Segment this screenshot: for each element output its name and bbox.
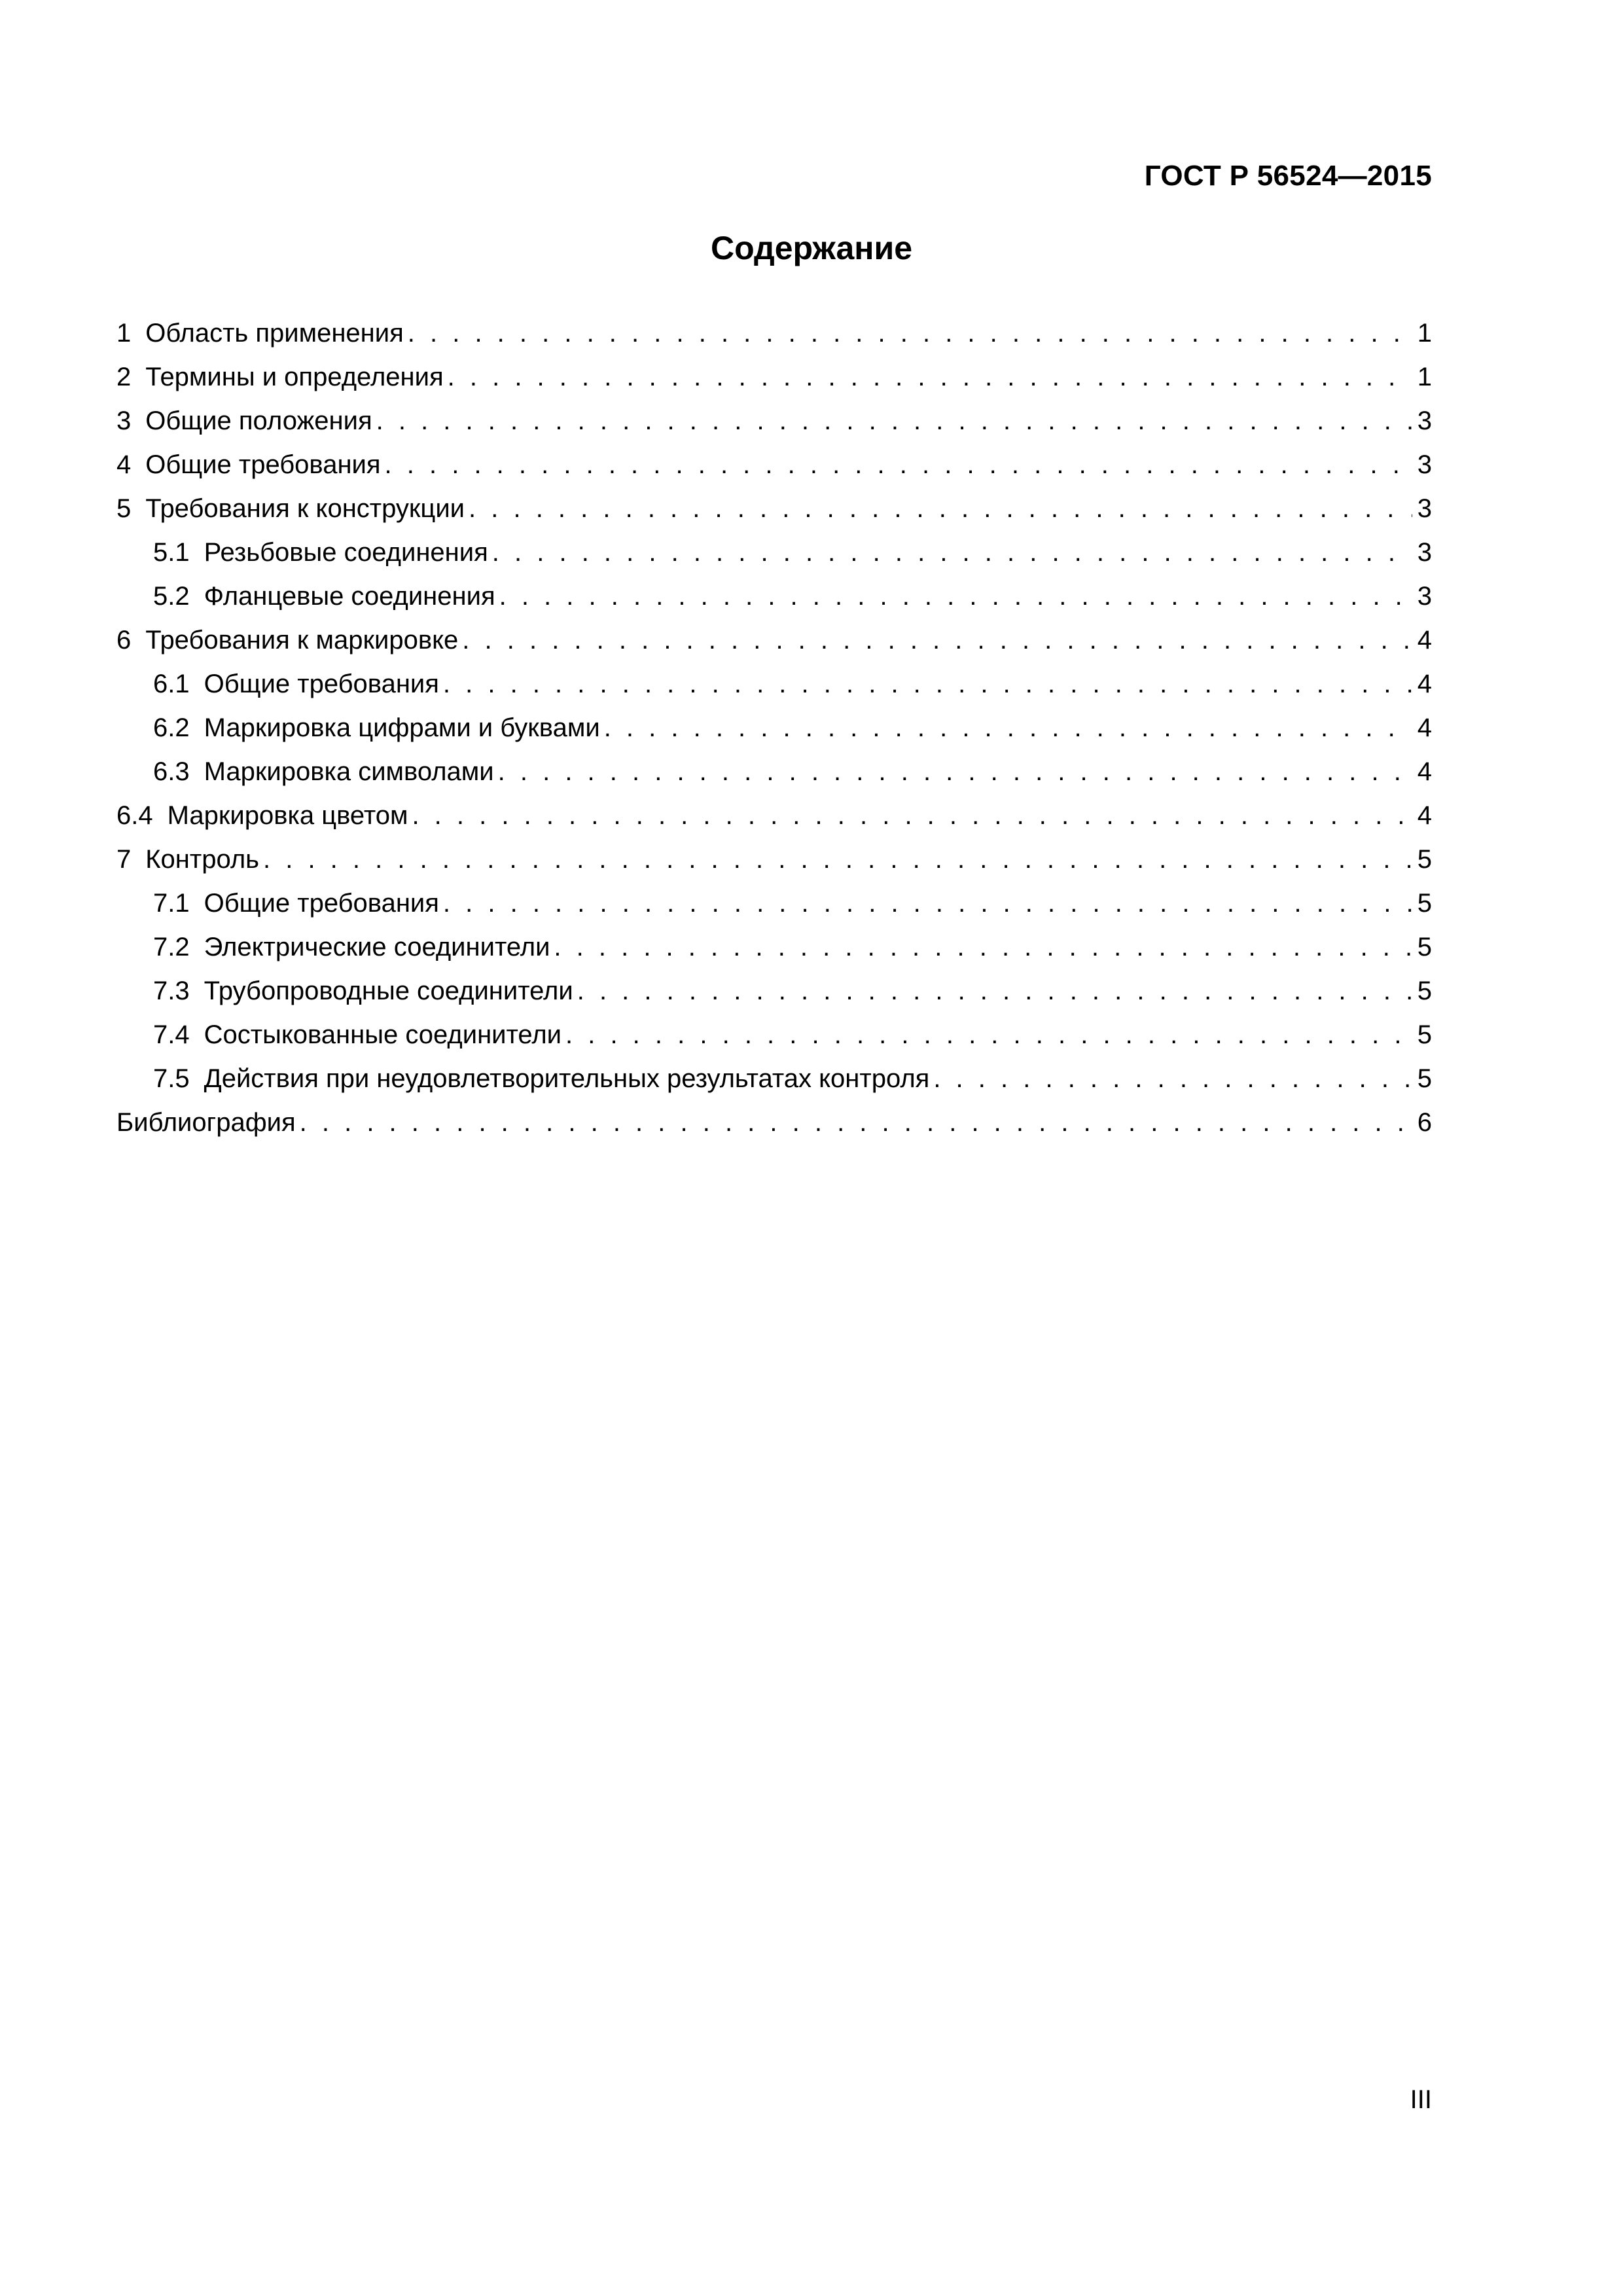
toc-number: 6.1 <box>153 670 190 698</box>
toc-page: 4 <box>1417 626 1432 655</box>
toc-number: 7.1 <box>153 889 190 918</box>
toc-row[interactable] <box>116 355 1432 399</box>
toc-number: 6.3 <box>153 757 190 786</box>
toc-row[interactable] <box>116 575 1432 619</box>
toc-text: Библиография <box>116 1108 296 1137</box>
toc-leader <box>565 1013 1412 1057</box>
toc-page: 4 <box>1417 713 1432 742</box>
toc-page: 3 <box>1417 582 1432 611</box>
toc-number: 4 <box>116 450 132 479</box>
toc-leader <box>604 706 1412 750</box>
toc-page: 5 <box>1417 889 1432 918</box>
toc-title: Содержание <box>710 230 913 266</box>
toc-text: Общие требования <box>145 450 381 479</box>
toc-row[interactable] <box>116 925 1432 969</box>
toc-page: 3 <box>1417 494 1432 523</box>
toc-leader <box>554 925 1412 969</box>
toc-page: 4 <box>1417 670 1432 698</box>
toc-number: 1 <box>116 319 132 348</box>
page-number: III <box>1410 2085 1432 2114</box>
toc-leader <box>492 531 1412 575</box>
toc-text: Действия при неудовлетворительных результатах контроля <box>204 1064 930 1093</box>
toc-leader <box>408 312 1412 355</box>
toc-leader <box>443 882 1412 925</box>
toc-row[interactable] <box>116 838 1432 882</box>
toc-number: 6.2 <box>153 713 190 742</box>
toc-number: 7 <box>116 845 132 874</box>
toc-number: 7.4 <box>153 1020 190 1049</box>
toc-page: 4 <box>1417 801 1432 830</box>
toc-leader <box>448 355 1412 399</box>
toc-page: 5 <box>1417 1064 1432 1093</box>
toc-page: 3 <box>1417 406 1432 435</box>
toc-text: Термины и определения <box>145 363 444 391</box>
toc-leader <box>499 575 1412 619</box>
toc-row[interactable] <box>116 882 1432 925</box>
document-code: ГОСТ Р 56524—2015 <box>1144 160 1432 192</box>
toc-number: 2 <box>116 363 132 391</box>
toc-text: Требования к конструкции <box>145 494 465 523</box>
toc-row[interactable] <box>116 750 1432 794</box>
toc-row[interactable] <box>116 312 1432 355</box>
toc-text: Фланцевые соединения <box>204 582 495 611</box>
toc-row[interactable] <box>116 1013 1432 1057</box>
toc-text: Электрические соединители <box>204 933 550 961</box>
toc-text: Маркировка цветом <box>167 801 408 830</box>
toc-leader <box>263 838 1412 882</box>
toc-leader <box>469 487 1412 531</box>
toc-page: 5 <box>1417 977 1432 1005</box>
toc-leader <box>412 794 1412 838</box>
toc-number: 6 <box>116 626 132 655</box>
toc-row[interactable] <box>116 399 1432 443</box>
toc-page: 4 <box>1417 757 1432 786</box>
toc-leader <box>577 969 1412 1013</box>
toc-leader <box>933 1057 1412 1101</box>
toc-row[interactable] <box>116 531 1432 575</box>
toc-number: 7.5 <box>153 1064 190 1093</box>
toc-row[interactable] <box>116 794 1432 838</box>
toc-number: 7.3 <box>153 977 190 1005</box>
toc-text: Область применения <box>145 319 404 348</box>
toc-text: Требования к маркировке <box>145 626 459 655</box>
toc-text: Общие требования <box>204 889 439 918</box>
toc-text: Резьбовые соединения <box>204 538 488 567</box>
table-of-contents <box>116 312 1432 1145</box>
toc-leader <box>498 750 1412 794</box>
toc-text: Маркировка цифрами и буквами <box>204 713 600 742</box>
toc-leader <box>385 443 1412 487</box>
toc-number: 3 <box>116 406 132 435</box>
toc-row[interactable] <box>116 662 1432 706</box>
toc-page: 1 <box>1417 319 1432 348</box>
toc-row[interactable] <box>116 706 1432 750</box>
toc-number: 5.1 <box>153 538 190 567</box>
toc-row[interactable] <box>116 487 1432 531</box>
toc-text: Общие требования <box>204 670 439 698</box>
toc-row[interactable] <box>116 443 1432 487</box>
toc-number: 6.4 <box>116 801 153 830</box>
toc-row[interactable] <box>116 969 1432 1013</box>
toc-page: 5 <box>1417 933 1432 961</box>
toc-page: 5 <box>1417 1020 1432 1049</box>
toc-row[interactable] <box>116 619 1432 662</box>
toc-row[interactable] <box>116 1057 1432 1101</box>
toc-page: 3 <box>1417 538 1432 567</box>
toc-leader <box>462 619 1412 662</box>
toc-page: 1 <box>1417 363 1432 391</box>
toc-text: Контроль <box>145 845 259 874</box>
toc-number: 7.2 <box>153 933 190 961</box>
toc-page: 6 <box>1417 1108 1432 1137</box>
toc-number: 5.2 <box>153 582 190 611</box>
toc-page: 3 <box>1417 450 1432 479</box>
toc-leader <box>443 662 1412 706</box>
toc-leader <box>300 1101 1412 1145</box>
toc-page: 5 <box>1417 845 1432 874</box>
toc-text: Состыкованные соединители <box>204 1020 562 1049</box>
toc-text: Общие положения <box>145 406 372 435</box>
toc-text: Маркировка символами <box>204 757 494 786</box>
toc-number: 5 <box>116 494 132 523</box>
toc-leader <box>376 399 1412 443</box>
toc-row[interactable] <box>116 1101 1432 1145</box>
toc-text: Трубопроводные соединители <box>204 977 573 1005</box>
